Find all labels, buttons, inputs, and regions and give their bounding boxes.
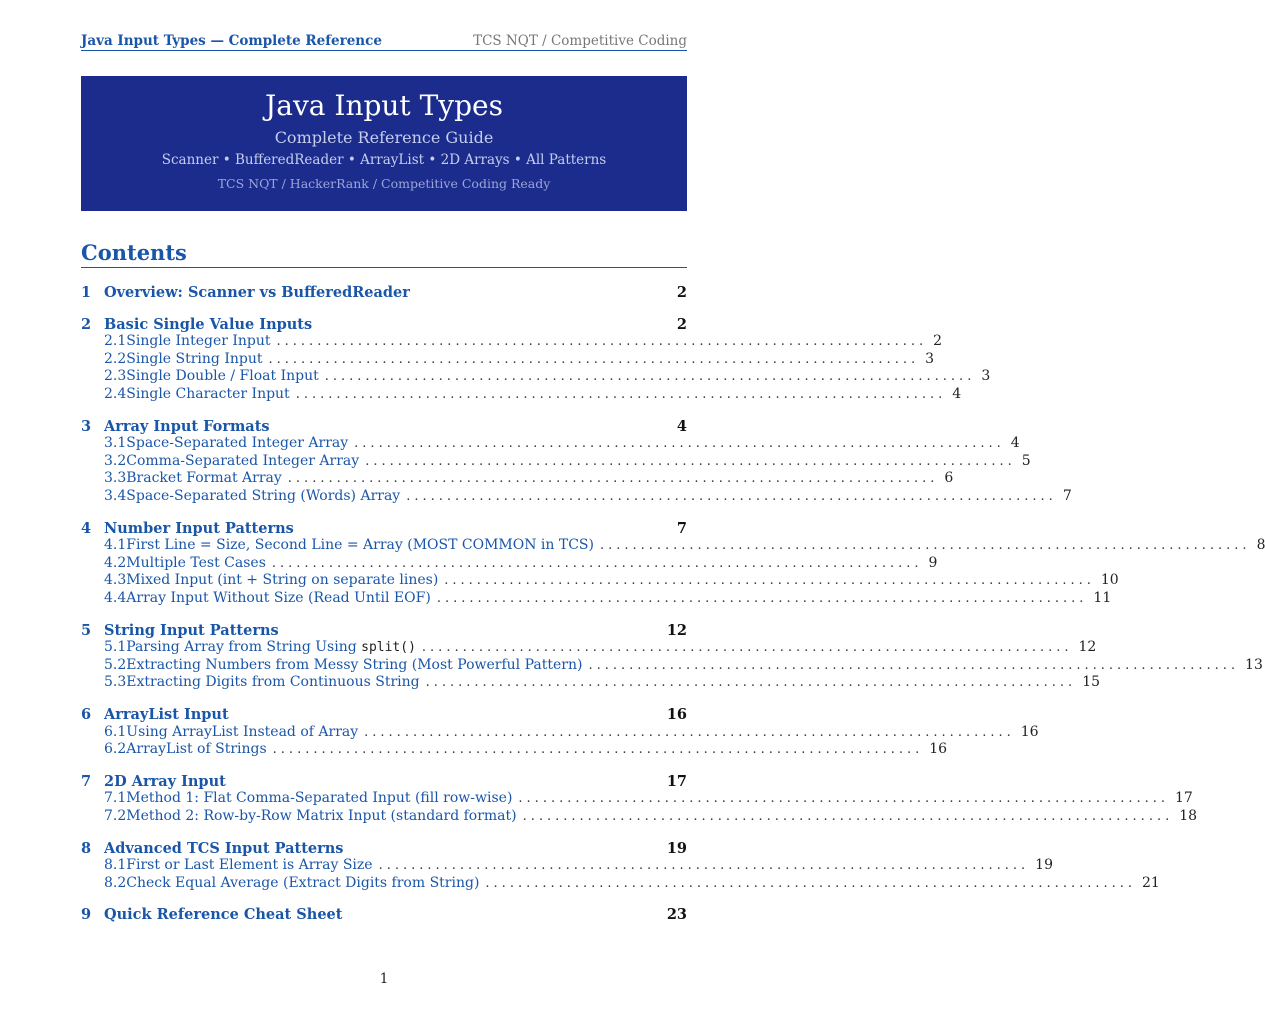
toc-subsection-2.2[interactable] <box>81 350 935 369</box>
toc-subsection-number: 3.3 <box>104 470 127 487</box>
toc-leader-dots: ................................................................................ <box>378 858 1030 874</box>
toc-subsection-number: 5.3 <box>104 674 127 691</box>
toc-subsection-page: 7 <box>1062 488 1072 504</box>
document-subtitle: Complete Reference Guide <box>274 128 494 147</box>
toc-subsection-title: Single Character Input <box>126 386 290 402</box>
toc-subsection-number: 2.4 <box>104 386 127 402</box>
toc-section-title: Array Input Formats <box>104 417 270 435</box>
toc-subsection-2.3[interactable] <box>81 368 991 386</box>
toc-subsection-page: 19 <box>1035 857 1053 874</box>
header-document-title: Java Input Types — Complete Reference <box>81 33 382 49</box>
toc-leader-dots: ................................................................................ <box>324 369 976 385</box>
toc-subsection-number: 4.3 <box>104 572 127 589</box>
toc-leader-dots: ................................................................................ <box>444 573 1095 589</box>
toc-subsection-4.3[interactable] <box>81 572 1119 590</box>
toc-section-8[interactable] <box>81 840 687 858</box>
topics-line: Scanner • BufferedReader • ArrayList • 2D Arrays • All Patterns <box>161 152 607 168</box>
toc-subsection-page: 6 <box>944 470 954 487</box>
toc-section-number: 1 <box>81 284 92 301</box>
toc-leader-dots: ................................................................................ <box>365 453 1016 469</box>
toc-subsection-page: 3 <box>981 368 991 385</box>
toc-subsection-5.1[interactable] <box>81 639 1097 657</box>
toc-section-number: 8 <box>81 839 92 857</box>
toc-section-title: Basic Single Value Inputs <box>104 315 313 333</box>
toc-subsection-page: 16 <box>929 741 948 758</box>
header-context: TCS NQT / Competitive Coding <box>473 33 687 49</box>
toc-section-title: 2D Array Input <box>104 772 226 790</box>
toc-subsection-title: Array Input Without Size (Read Until EOF) <box>126 590 431 606</box>
toc-section-number: 9 <box>81 906 92 924</box>
toc-subsection-title: Method 2: Row-by-Row Matrix Input (standard format) <box>126 808 517 824</box>
toc-section-5[interactable] <box>81 622 687 640</box>
toc-subsection-title: Check Equal Average (Extract Digits from String) <box>126 874 480 891</box>
toc-subsection-number: 4.1 <box>104 537 127 554</box>
toc-subsection-title: First or Last Element is Array Size <box>126 857 373 874</box>
toc-leader-dots: ................................................................................ <box>436 591 1088 606</box>
toc-section-page: 23 <box>666 906 687 924</box>
toc-section-9[interactable] <box>81 906 687 924</box>
toc-leader-dots: ................................................................................ <box>271 555 923 571</box>
toc-section-4[interactable] <box>81 520 687 538</box>
toc-subsection-5.3[interactable] <box>81 674 1101 692</box>
toc-subsection-page: 9 <box>928 554 938 571</box>
toc-section-number: 4 <box>81 519 92 537</box>
toc-subsection-3.2[interactable] <box>81 452 1031 471</box>
toc-subsection-title: Single String Input <box>126 350 263 367</box>
toc-subsection-title: Extracting Numbers from Messy String (Most Powerful Pattern) <box>126 656 583 673</box>
toc-section-title: Quick Reference Cheat Sheet <box>104 906 343 924</box>
toc-subsection-number: 7.2 <box>104 808 127 824</box>
toc-section-page: 2 <box>676 284 687 301</box>
toc-subsection-6.2[interactable] <box>81 741 948 759</box>
toc-subsection-number: 6.1 <box>104 723 127 740</box>
toc-leader-dots: ................................................................................ <box>276 334 928 350</box>
toc-subsection-page: 13 <box>1245 656 1263 673</box>
toc-section-title: String Input Patterns <box>104 621 279 639</box>
toc-section-title: ArrayList Input <box>104 706 229 723</box>
toc-subsection-page: 18 <box>1179 808 1198 824</box>
toc-section-page: 17 <box>666 772 687 790</box>
toc-subsection-8.1[interactable] <box>81 857 1053 875</box>
toc-section-page: 12 <box>666 621 687 639</box>
toc-subsection-title: Single Integer Input <box>126 333 271 350</box>
toc-section-number: 2 <box>81 315 92 333</box>
toc-subsection-page: 12 <box>1078 639 1097 656</box>
toc-subsection-page: 10 <box>1100 572 1119 589</box>
toc-subsection-number: 3.1 <box>104 435 127 452</box>
toc-subsection-title: Bracket Format Array <box>126 470 282 487</box>
toc-subsection-number: 8.1 <box>104 857 127 874</box>
toc-subsection-title: ArrayList of Strings <box>126 741 267 758</box>
document-title: Java Input Types <box>265 89 503 122</box>
toc-subsection-title: Method 1: Flat Comma-Separated Input (fill row-wise) <box>126 790 513 807</box>
header-rule <box>81 50 687 51</box>
toc-subsection-page: 4 <box>1010 435 1020 452</box>
toc-section-title: Advanced TCS Input Patterns <box>104 839 344 857</box>
toc-subsection-3.1[interactable] <box>81 435 1020 453</box>
toc-subsection-page: 11 <box>1093 590 1112 606</box>
toc-subsection-5.2[interactable] <box>81 656 1263 675</box>
toc-leader-dots: ................................................................................ <box>268 351 920 367</box>
contents-heading: Contents <box>81 240 187 265</box>
toc-subsection-number: 8.2 <box>104 874 127 891</box>
toc-section-number: 5 <box>81 621 92 639</box>
toc-section-1[interactable] <box>81 284 687 302</box>
toc-leader-dots: ................................................................................ <box>364 724 1015 740</box>
toc-subsection-title: Mixed Input (int + String on separate lines) <box>126 572 439 589</box>
toc-leader-dots: ................................................................................ <box>406 489 1057 504</box>
toc-subsection-7.1[interactable] <box>81 790 1193 808</box>
toc-leader-dots: ................................................................................ <box>354 436 1005 452</box>
toc-section-number: 3 <box>81 417 92 435</box>
toc-subsection-page: 5 <box>1021 452 1031 469</box>
toc-subsection-number: 2.3 <box>104 368 127 385</box>
toc-subsection-page: 21 <box>1142 874 1160 891</box>
toc-subsection-page: 8 <box>1256 537 1265 554</box>
toc-subsection-title: Using ArrayList Instead of Array <box>126 723 359 740</box>
toc-section-page: 2 <box>676 315 687 333</box>
toc-subsection-page: 2 <box>933 333 943 350</box>
toc-subsection-number: 7.1 <box>104 790 127 807</box>
toc-subsection-number: 3.2 <box>104 452 127 469</box>
toc-section-number: 6 <box>81 706 92 723</box>
toc-subsection-title: Space-Separated Integer Array <box>126 435 349 452</box>
toc-subsection-number: 4.2 <box>104 554 127 571</box>
running-header <box>81 29 687 49</box>
toc-subsection-page: 4 <box>952 386 962 402</box>
toc-subsection-6.1[interactable] <box>81 723 1039 742</box>
toc-leader-dots: ................................................................................ <box>287 471 939 487</box>
toc-code-snippet: split() <box>361 640 416 656</box>
contents-rule <box>81 267 687 268</box>
toc-subsection-page: 16 <box>1020 723 1039 740</box>
toc-section-page: 7 <box>676 519 687 537</box>
toc-subsection-title: Parsing Array from String Using split() <box>126 639 416 656</box>
toc-subsection-4.2[interactable] <box>81 554 938 573</box>
toc-subsection-title: First Line = Size, Second Line = Array (MOST COMMON in TCS) <box>126 537 594 554</box>
toc-section-number: 7 <box>81 772 92 790</box>
toc-section-3[interactable] <box>81 418 687 436</box>
toc-subsection-3.3[interactable] <box>81 470 954 488</box>
tagline: TCS NQT / HackerRank / Competitive Coding Ready <box>217 176 551 191</box>
toc-subsection-2.1[interactable] <box>81 333 943 351</box>
toc-subsection-title: Space-Separated String (Words) Array <box>126 488 401 504</box>
toc-subsection-number: 6.2 <box>104 741 127 758</box>
title-banner <box>81 76 687 211</box>
page-number: 1 <box>379 971 389 987</box>
toc-leader-dots: ................................................................................ <box>295 387 947 402</box>
toc-leader-dots: ................................................................................ <box>599 538 1251 554</box>
toc-leader-dots: ................................................................................ <box>522 809 1174 824</box>
toc-subsection-number: 2.2 <box>104 350 127 367</box>
toc-leader-dots: ................................................................................ <box>421 640 1073 656</box>
toc-leader-dots: ................................................................................ <box>588 657 1240 673</box>
toc-subsection-page: 17 <box>1175 790 1193 807</box>
toc-subsection-title: Comma-Separated Integer Array <box>126 452 360 469</box>
toc-subsection-number: 5.1 <box>104 639 127 656</box>
toc-section-title: Overview: Scanner vs BufferedReader <box>104 284 410 301</box>
toc-subsection-title: Single Double / Float Input <box>126 368 319 385</box>
toc-subsection-page: 3 <box>925 350 935 367</box>
toc-section-title: Number Input Patterns <box>104 519 294 537</box>
toc-subsection-title: Multiple Test Cases <box>126 554 266 571</box>
toc-subsection-4.1[interactable] <box>81 537 1265 555</box>
toc-subsection-number: 4.4 <box>104 590 127 606</box>
toc-leader-dots: ................................................................................ <box>518 791 1170 807</box>
toc-subsection-4.4[interactable] <box>81 590 1112 608</box>
toc-section-page: 4 <box>676 417 687 435</box>
toc-section-7[interactable] <box>81 773 687 791</box>
toc-subsection-number: 5.2 <box>104 656 127 673</box>
toc-subsection-3.4[interactable] <box>81 488 1072 506</box>
toc-subsection-page: 15 <box>1082 674 1101 691</box>
toc-section-2[interactable] <box>81 316 687 334</box>
toc-subsection-title: Extracting Digits from Continuous String <box>126 674 420 691</box>
toc-leader-dots: ................................................................................ <box>425 675 1077 691</box>
toc-leader-dots: ................................................................................ <box>272 742 924 758</box>
toc-subsection-2.4[interactable] <box>81 386 962 404</box>
toc-subsection-8.2[interactable] <box>81 874 1160 893</box>
toc-subsection-number: 3.4 <box>104 488 127 504</box>
toc-leader-dots: ................................................................................ <box>485 875 1137 891</box>
toc-subsection-7.2[interactable] <box>81 808 1198 826</box>
toc-section-page: 19 <box>666 839 687 857</box>
toc-section-page: 16 <box>666 706 687 723</box>
toc-subsection-number: 2.1 <box>104 333 127 350</box>
toc-section-6[interactable] <box>81 706 687 724</box>
